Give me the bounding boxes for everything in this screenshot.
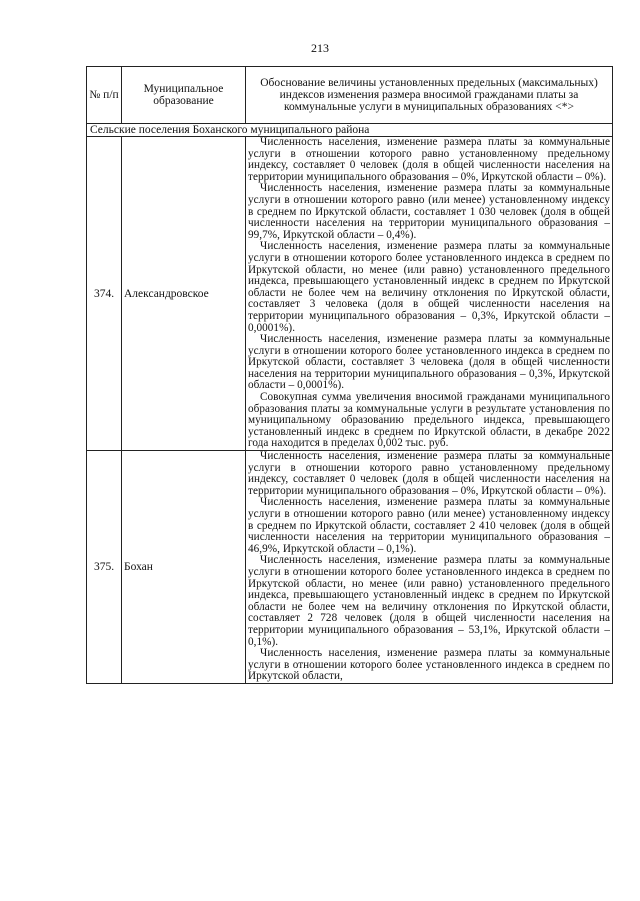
municipality-name: Бохан: [122, 451, 246, 684]
justification-paragraph: Численность населения, изменение размера платы за коммунальные услуги в отношении которого более установленного индекса в среднем по Иркутской области, но менее (или равно) установленного предельного индекса, превышающего установленный индекс в среднем по Иркутской области не более чем на величину отклонения по Иркутской области, составляет 3 человека (доля в общей численности населения на территории муниципального образования – 0,3%, Иркутской области – 0,0001%).: [248, 240, 610, 334]
justification-paragraph: Численность населения, изменение размера платы за коммунальные услуги в отношении которого более установленного индекса в среднем по Иркутской области, но менее (или равно) установленного предельного индекса, превышающего установленный индекс в среднем по Иркутской области не более чем на величину отклонения по Иркутской области, составляет 2 728 человек (доля в общей численности населения на территории муниципального образования – 53,1%, Иркутской области – 0,1%).: [248, 554, 610, 648]
justification-paragraph: Численность населения, изменение размера платы за коммунальные услуги в отношении которого равно (или менее) установленному индексу в среднем по Иркутской области, составляет 1 030 человек (доля в общей численности населения на территории муниципального образования – 99,7%, Иркутской области – 0,4%).: [248, 182, 610, 241]
justification-paragraph: Численность населения, изменение размера платы за коммунальные услуги в отношении которого равно установленному предельному индексу, составляет 0 человек (доля в общей численности населения на территории муниципального образования – 0%, Иркутской области – 0%).: [248, 450, 610, 497]
row-number: 375.: [87, 451, 122, 684]
table-row: [87, 451, 613, 684]
justification-paragraph: Численность населения, изменение размера платы за коммунальные услуги в отношении которого более установленного индекса в среднем по Иркутской области, составляет 3 человека (доля в общей численности населения на территории муниципального образования – 0,3%, Иркутской области – 0,0001%).: [248, 333, 610, 392]
section-row: [87, 124, 613, 137]
row-number: 374.: [87, 137, 122, 451]
justification-paragraph: Численность населения, изменение размера платы за коммунальные услуги в отношении которого равно установленному предельному индексу, составляет 0 человек (доля в общей численности населения на территории муниципального образования – 0%, Иркутской области – 0%).: [248, 136, 610, 183]
section-title: Сельские поселения Боханского муниципального района: [87, 124, 613, 137]
justification-paragraph: Численность населения, изменение размера платы за коммунальные услуги в отношении которого более установленного индекса в среднем по Иркутской области,: [248, 647, 610, 683]
justification-table: [86, 66, 613, 684]
justification-paragraph: Численность населения, изменение размера платы за коммунальные услуги в отношении которого равно (или менее) установленному индексу в среднем по Иркутской области, составляет 2 410 человек (доля в общей численности населения на территории муниципального образования – 46,9%, Иркутской области – 0,1%).: [248, 496, 610, 555]
table-row: [87, 137, 613, 451]
municipality-name: Александровское: [122, 137, 246, 451]
table-header-row: [87, 67, 613, 124]
page-number: 213: [311, 41, 329, 55]
header-municipality: Муниципальное образование: [122, 67, 246, 124]
header-number: № п/п: [87, 67, 122, 124]
justification-cell: [246, 137, 613, 451]
header-justification: Обоснование величины установленных предельных (максимальных) индексов изменения размера вносимой гражданами платы за коммунальные услуги в муниципальных образованиях <*>: [246, 67, 613, 124]
justification-cell: [246, 451, 613, 684]
justification-paragraph: Совокупная сумма увеличения вносимой гражданами муниципального образования платы за коммунальные услуги в результате установления по муниципальному образованию предельного индекса, превышающего установленный индекс в среднем по Иркутской области, в декабре 2022 года находится в пределах 0,002 тыс. руб.: [248, 391, 610, 450]
